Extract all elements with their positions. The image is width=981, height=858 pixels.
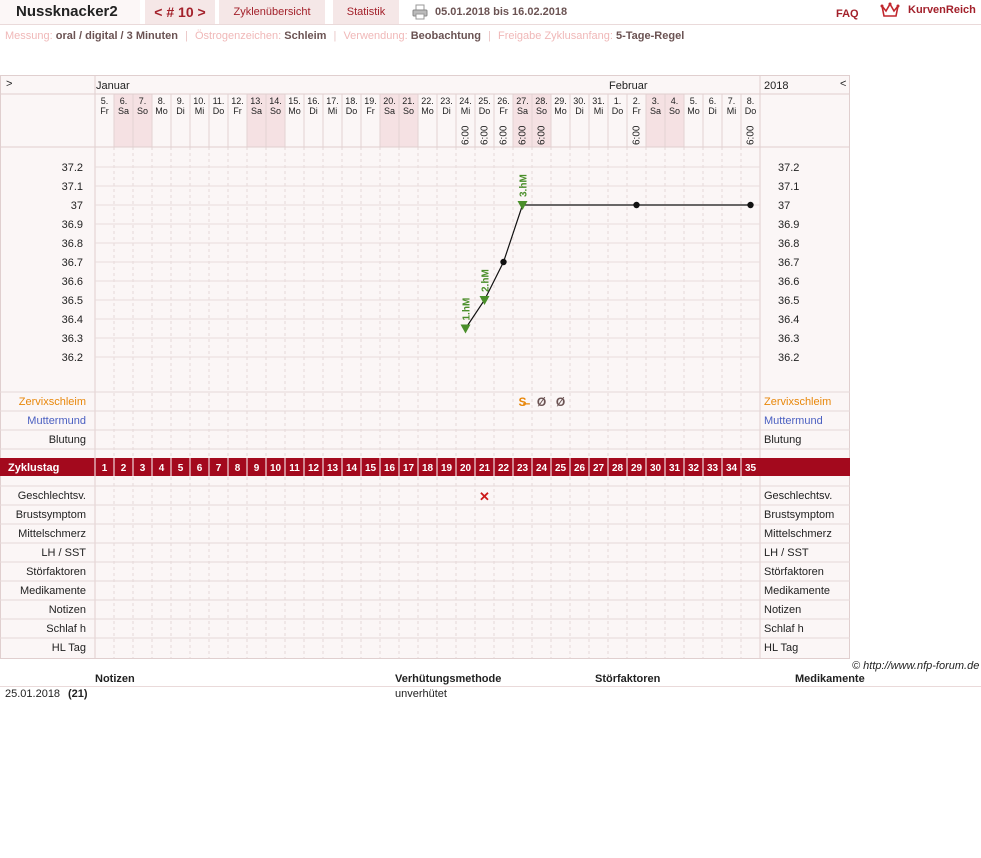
day-date: 20. [383,96,396,106]
temp-tick-left: 36.9 [61,219,83,231]
day-weekday: Mi [593,106,604,116]
note-cycle-day: (21) [68,688,88,700]
info-measurement-label: Messung: [5,30,53,42]
measure-time: 6:00 [517,125,529,145]
day-weekday: Do [345,106,358,116]
cycle-day-number: 31 [668,463,681,474]
tab-statistics[interactable]: Statistik [333,0,399,24]
cycle-day-number: 16 [383,463,396,474]
col-header-notes: Notizen [95,673,135,685]
measure-time: 6:00 [498,125,510,145]
month-right: Februar [609,80,648,92]
day-date: 3. [651,96,660,106]
intercourse-mark[interactable]: ✕ [479,489,490,504]
row-label-right: Zervixschleim [764,396,832,408]
day-weekday: Di [575,106,584,116]
day-weekday: So [402,106,415,116]
higher-measurement-label: 2.hM [480,269,492,292]
day-weekday: Sa [383,106,396,116]
day-date: 30. [573,96,586,106]
day-date: 14. [269,96,282,106]
day-date: 12. [231,96,244,106]
settings-info: Messung: oral / digital / 3 Minuten | Östrogenzeichen: Schleim | Verwendung: Beobachtung | Freigabe Zyklusanfang: 5-Tage-Regel [5,30,685,42]
day-date: 6. [119,96,128,106]
temp-tick-right: 37.2 [778,162,800,174]
day-date: 5. [689,96,698,106]
day-date: 8. [157,96,166,106]
cycle-day-number: 4 [158,463,165,474]
temp-tick-right: 36.6 [778,276,800,288]
temp-tick-left: 36.5 [61,295,83,307]
cycle-day-number: 1 [101,463,108,474]
temp-tick-right: 37.1 [778,181,800,193]
cycle-nav[interactable]: < # 10 > [145,0,215,24]
day-weekday: Fr [366,106,375,116]
cycle-day-number: 8 [234,463,241,474]
cycle-day-number: 9 [253,463,260,474]
cycle-day-number: 26 [573,463,586,474]
temp-tick-right: 36.3 [778,333,800,345]
day-date: 6. [708,96,717,106]
temp-tick-right: 36.5 [778,295,800,307]
day-weekday: Mo [288,106,301,116]
row-label-right: Muttermund [764,415,823,427]
year-label: 2018 [764,80,789,92]
cycle-day-number: 6 [196,463,203,474]
day-date: 28. [535,96,548,106]
temp-tick-left: 36.8 [61,238,83,250]
notes-divider [0,686,981,687]
day-weekday: Do [744,106,757,116]
day-weekday: Mo [421,106,434,116]
day-date: 27. [516,96,529,106]
day-date: 22. [421,96,434,106]
temp-tick-right: 36.7 [778,257,800,269]
info-usage-value: Beobachtung [410,30,481,42]
day-date: 15. [288,96,301,106]
row-label-right: Brustsymptom [764,509,835,521]
day-weekday: Mi [327,106,338,116]
cycle-day-number: 35 [744,463,757,474]
username-label: Nussknacker2 [0,0,140,24]
temp-tick-left: 36.4 [61,314,83,326]
date-range: 05.01.2018 bis 16.02.2018 [435,6,568,18]
cycle-day-number: 34 [725,463,738,474]
cycle-day-number: 17 [402,463,415,474]
measure-time: 6:00 [479,125,491,145]
row-label-right: HL Tag [764,642,799,654]
brand-logo[interactable]: KurvenReich [908,4,976,16]
day-date: 25. [478,96,491,106]
cycle-day-number: 21 [478,463,491,474]
info-measurement-value: oral / digital / 3 Minuten [55,30,178,42]
cycle-day-number: 20 [459,463,472,474]
day-date: 18. [345,96,358,106]
day-date: 2. [632,96,641,106]
temp-tick-left: 36.6 [61,276,83,288]
cycle-day-number: 11 [289,463,300,474]
row-label-right: Mittelschmerz [764,528,832,540]
cycle-day-number: 19 [440,463,453,474]
temp-tick-right: 36.9 [778,219,800,231]
chart-background [0,75,850,659]
day-date: 10. [193,96,206,106]
higher-measurement-label: 3.hM [518,174,530,197]
cycle-day-number: 18 [421,463,434,474]
nav-left-button[interactable]: > [6,78,13,90]
day-date: 19. [364,96,377,106]
day-weekday: Mo [554,106,567,116]
row-label-left: Störfaktoren [26,566,86,578]
temp-tick-right: 36.2 [778,352,800,364]
cycle-day-number: 10 [269,463,282,474]
row-label-right: Notizen [764,604,802,616]
cycle-day-number: 15 [364,463,377,474]
day-weekday: So [668,106,681,116]
top-bar [0,0,981,25]
row-label-left: Muttermund [27,415,86,427]
day-date: 17. [326,96,339,106]
temp-tick-left: 36.3 [61,333,83,345]
day-date: 29. [554,96,567,106]
day-weekday: Sa [516,106,529,116]
cycle-day-number: 13 [326,463,339,474]
day-weekday: Do [212,106,225,116]
row-label-right: Geschlechtsv. [764,490,833,502]
day-weekday: Do [478,106,491,116]
day-weekday: So [136,106,149,116]
day-weekday: Fr [499,106,508,116]
measure-time: 6:00 [460,125,472,145]
day-date: 7. [138,96,147,106]
day-weekday: Sa [250,106,263,116]
nav-right-button[interactable]: < [840,78,847,90]
cycle-day-number: 25 [554,463,567,474]
tab-overview[interactable]: Zyklenübersicht [219,0,325,24]
day-weekday: Sa [117,106,130,116]
cycle-day-number: 29 [630,463,643,474]
day-weekday: Fr [100,106,109,116]
day-date: 8. [746,96,755,106]
temperature-point[interactable] [747,202,753,208]
temp-tick-left: 37 [70,200,83,212]
cycle-day-number: 23 [516,463,529,474]
row-label-right: LH / SST [764,547,809,559]
cycle-day-number: 5 [177,463,184,474]
temp-tick-left: 37.1 [61,181,83,193]
row-label-right: Medikamente [764,585,831,597]
print-icon[interactable] [412,4,428,20]
day-weekday: Mi [194,106,205,116]
day-date: 23. [440,96,453,106]
day-date: 7. [727,96,736,106]
cycle-day-number: 7 [215,463,222,474]
cycle-day-number: 28 [611,463,624,474]
day-weekday: So [269,106,282,116]
temperature-point[interactable] [633,202,639,208]
higher-measurement-label: 1.hM [461,297,473,321]
note-date: 25.01.2018 [5,688,61,700]
day-weekday: Mo [155,106,168,116]
cycle-day-number: 12 [307,463,320,474]
cycle-day-number: 14 [345,463,358,474]
cycle-day-number: 2 [120,463,127,474]
row-label-right: Schlaf h [764,623,804,635]
row-label-left: Zervixschleim [18,396,86,408]
col-header-disruptors: Störfaktoren [595,673,661,685]
measure-time: 6:00 [536,125,548,145]
temp-tick-right: 37 [778,200,791,212]
day-weekday: Sa [649,106,662,116]
info-estrogen-label: Östrogenzeichen: [194,30,282,42]
info-estrogen-value: Schleim [284,30,327,42]
day-date: 13. [250,96,263,106]
day-weekday: Di [708,106,717,116]
day-date: 24. [459,96,472,106]
header-divider [0,24,981,25]
day-weekday: So [535,106,548,116]
note-method: unverhütet [395,688,447,700]
temperature-point[interactable] [500,259,506,265]
day-weekday: Di [176,106,185,116]
copyright[interactable]: © http://www.nfp-forum.de [852,660,980,672]
day-weekday: Mo [687,106,700,116]
info-release-value: 5-Tage-Regel [616,30,685,42]
cycle-day-number: 32 [687,463,700,474]
measure-time: 6:00 [631,125,643,145]
cycle-day-label: Zyklustag [8,462,60,474]
day-date: 5. [100,96,109,106]
day-date: 16. [307,96,320,106]
crown-icon [880,2,900,20]
day-weekday: Di [309,106,318,116]
row-label-left: LH / SST [41,547,86,559]
cervix-mark[interactable]: Ø [555,395,566,409]
day-weekday: Fr [632,106,641,116]
col-header-method: Verhütungsmethode [395,673,502,685]
day-weekday: Mi [460,106,471,116]
row-label-left: Mittelschmerz [18,528,86,540]
day-date: 4. [670,96,679,106]
row-label-left: HL Tag [51,642,86,654]
row-label-left: Medikamente [19,585,86,597]
row-label-left: Notizen [48,604,86,616]
row-label-left: Schlaf h [46,623,86,635]
temp-tick-right: 36.4 [778,314,800,326]
measure-time: 6:00 [745,125,757,145]
cycle-day-number: 33 [706,463,719,474]
row-label-left: Geschlechtsv. [17,490,86,502]
info-release-label: Freigabe Zyklusanfang: [497,30,613,42]
day-date: 9. [176,96,185,106]
row-label-left: Blutung [48,434,86,446]
month-left: Januar [96,80,130,92]
cycle-day-number: 30 [649,463,662,474]
day-date: 1. [613,96,622,106]
day-weekday: Do [611,106,624,116]
cycle-day-number: 22 [497,463,510,474]
cervix-mark[interactable]: S̶ [518,395,527,409]
temp-tick-right: 36.8 [778,238,800,250]
day-date: 11. [212,96,225,106]
day-weekday: Fr [233,106,242,116]
info-usage-label: Verwendung: [343,30,408,42]
temp-tick-left: 36.2 [61,352,83,364]
day-weekday: Mi [726,106,737,116]
row-label-right: Blutung [764,434,802,446]
cycle-day-number: 3 [139,463,146,474]
day-date: 31. [592,96,605,106]
cervix-mark[interactable]: Ø [536,395,547,409]
col-header-medication: Medikamente [795,673,865,685]
temp-tick-left: 36.7 [61,257,83,269]
cycle-day-number: 27 [592,463,605,474]
day-date: 26. [497,96,510,106]
cycle-chart [0,75,981,675]
row-label-left: Brustsymptom [15,509,86,521]
cycle-day-number: 24 [535,463,548,474]
faq-link[interactable]: FAQ [836,8,859,20]
temp-tick-left: 37.2 [61,162,83,174]
row-label-right: Störfaktoren [764,566,824,578]
day-date: 21. [402,96,415,106]
day-weekday: Di [442,106,451,116]
